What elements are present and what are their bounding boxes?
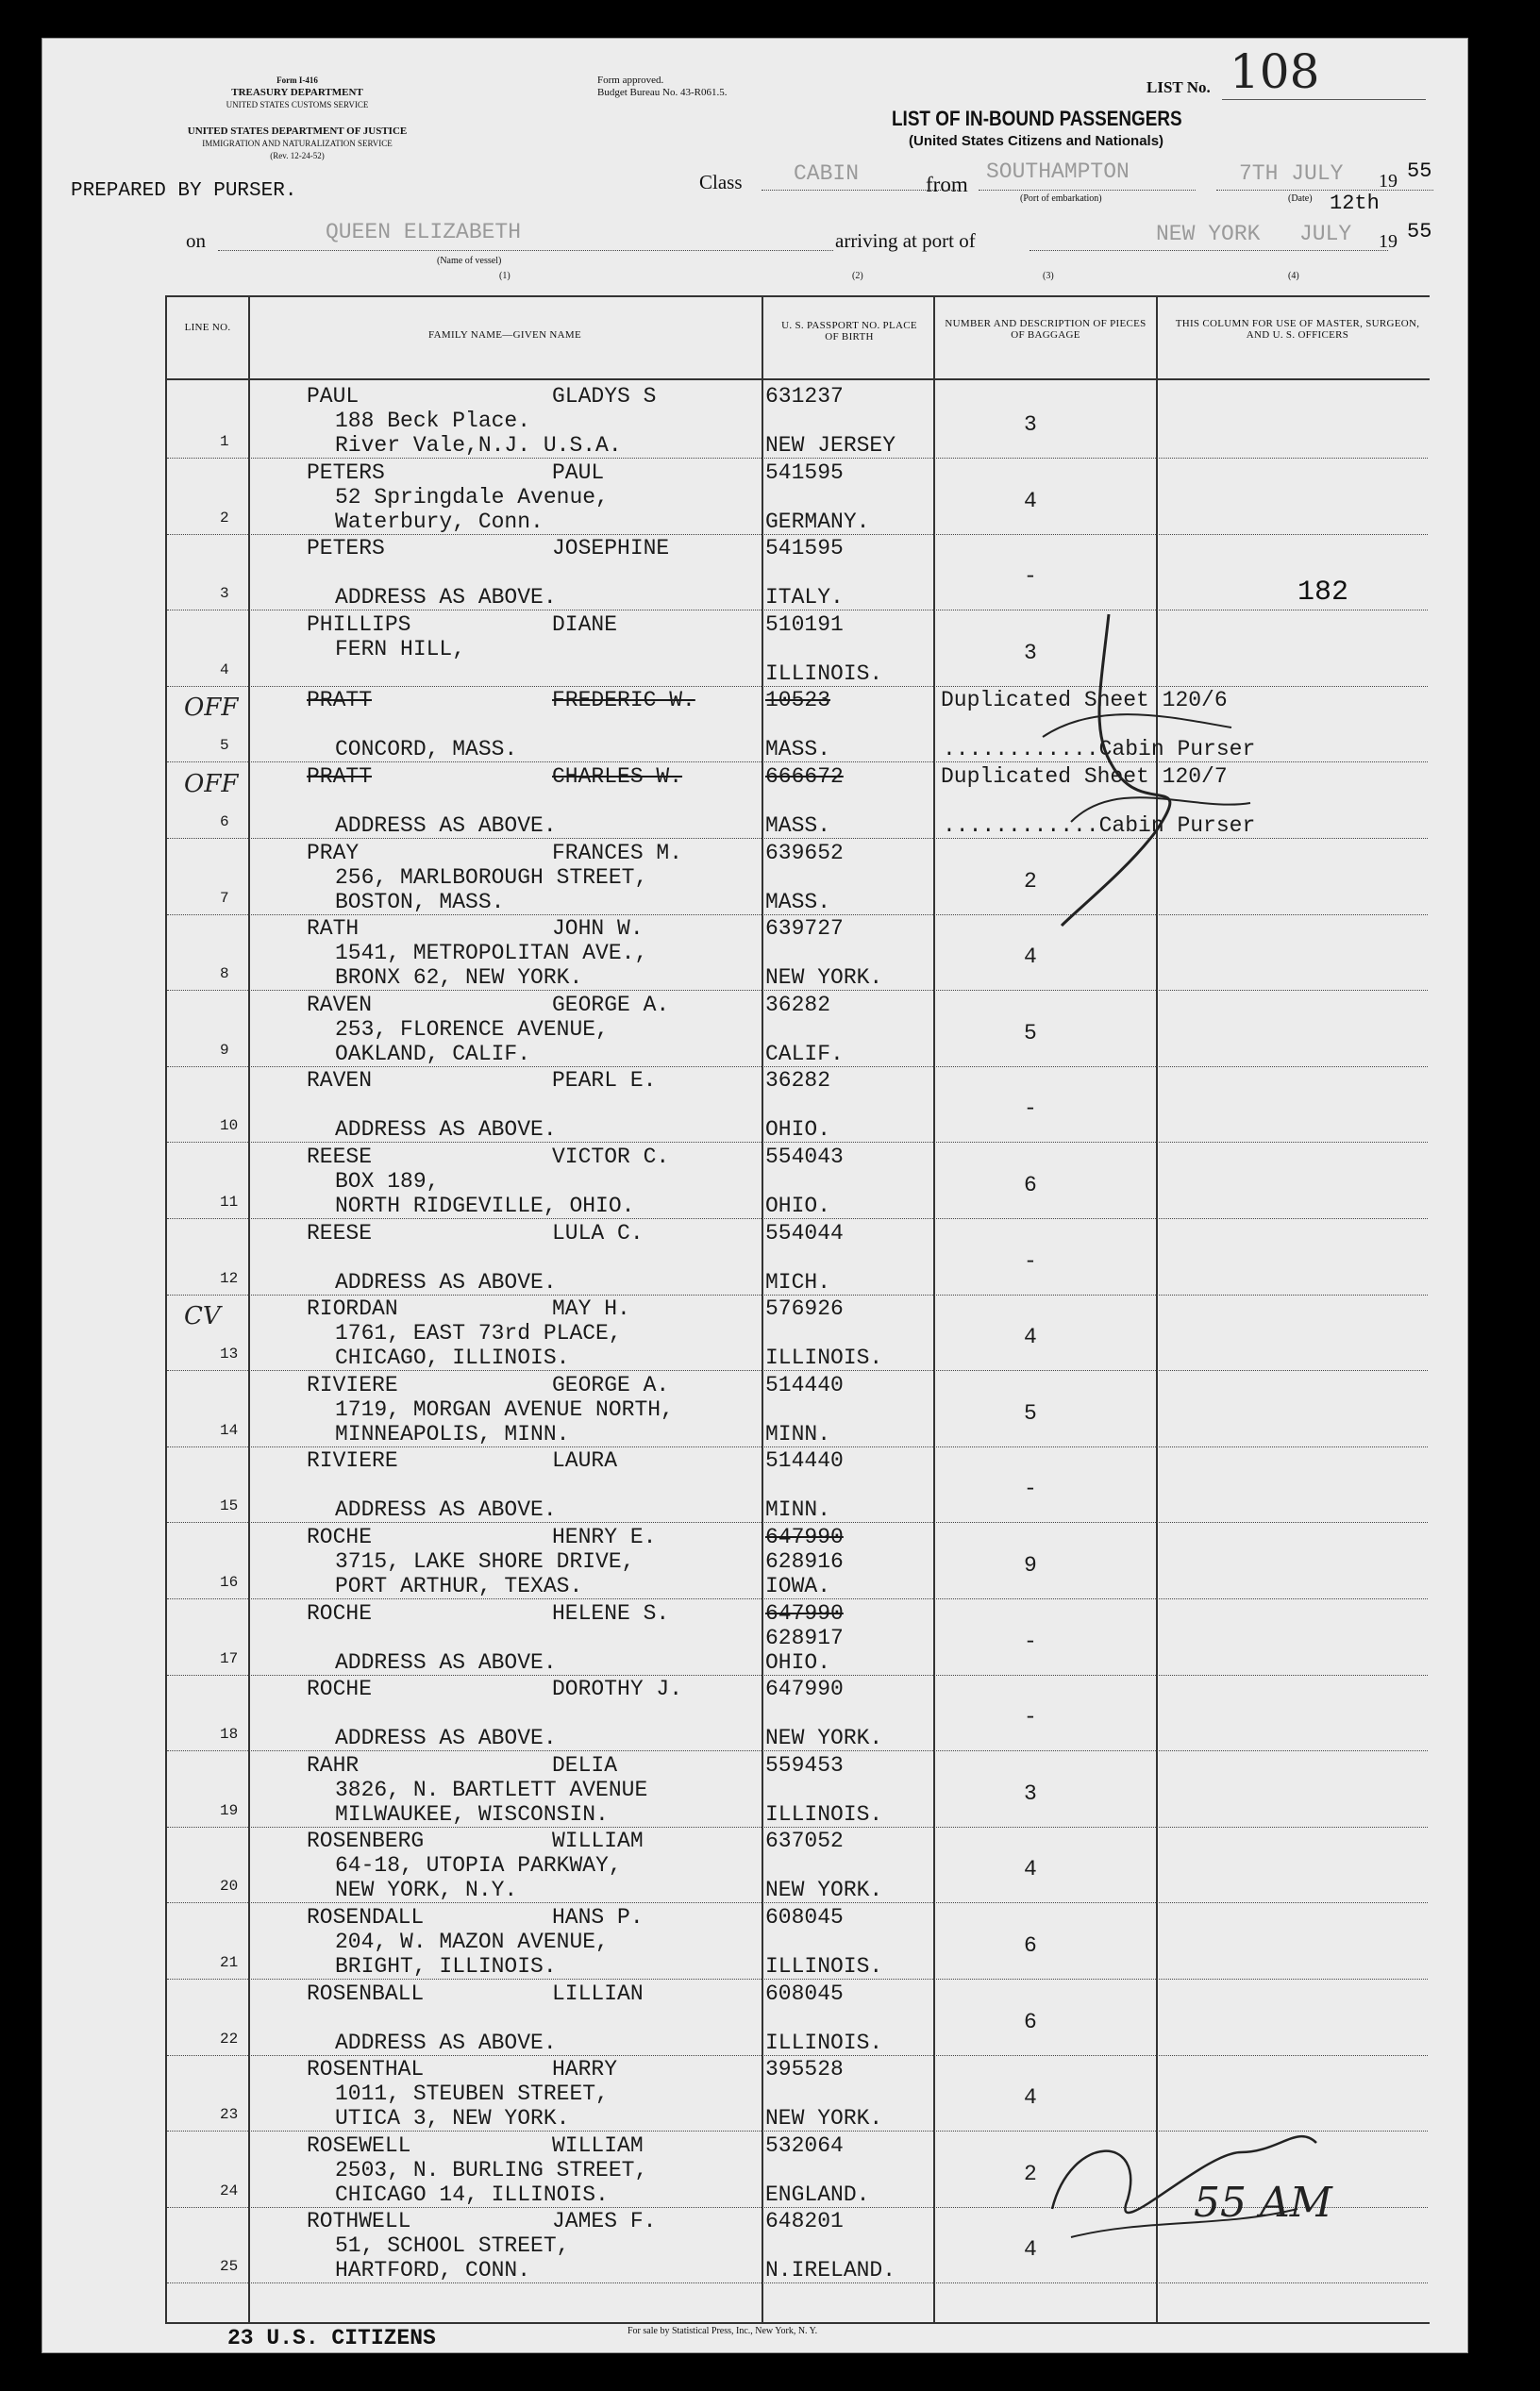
birthplace: ENGLAND. [765, 2182, 870, 2207]
family-name: RIORDAN [307, 1296, 398, 1322]
birthplace: MINN. [765, 1497, 831, 1523]
address-line-2: PORT ARTHUR, TEXAS. [335, 1574, 583, 1598]
given-name: WILLIAM [552, 1829, 644, 1854]
row-divider [167, 1370, 1428, 1371]
address-line-2: River Vale,N.J. U.S.A. [335, 433, 622, 458]
address-line-2: MILWAUKEE, WISCONSIN. [335, 1801, 609, 1827]
row-line-no: 22 [220, 2030, 239, 2048]
given-name: HELENE S. [552, 1600, 670, 1626]
family-name: RAHR [307, 1752, 360, 1778]
address-line-2: BOSTON, MASS. [335, 889, 505, 914]
row-line-no: 5 [220, 737, 229, 755]
row-divider [167, 1675, 1428, 1676]
family-name: PHILLIPS [307, 611, 411, 637]
given-name: DOROTHY J. [552, 1677, 683, 1702]
address-line-1: 253, FLORENCE AVENUE, [335, 1016, 609, 1042]
given-name: HENRY E. [552, 1525, 657, 1549]
row-line-no: 21 [220, 1954, 239, 1971]
row-line-no: 17 [220, 1649, 239, 1667]
birthplace: NEW JERSEY [765, 433, 896, 458]
birthplace: GERMANY. [765, 509, 870, 534]
approval-block [597, 75, 727, 99]
address-line-2: BRIGHT, ILLINOIS. [335, 1954, 557, 1979]
given-name: JAMES F. [552, 2209, 657, 2234]
baggage-count: - [1024, 1629, 1037, 1654]
col-num-3: (3) [1043, 271, 1054, 281]
header-name: FAMILY NAME—GIVEN NAME [428, 329, 581, 341]
margin-mark: OFF [184, 770, 239, 798]
passport-no: 510191 [765, 611, 844, 637]
address-line-1: 204, W. MAZON AVENUE, [335, 1930, 609, 1954]
baggage-count: 9 [1024, 1553, 1037, 1578]
baggage-count: 2 [1024, 868, 1037, 894]
revision-date: (Rev. 12-24-52) [270, 151, 325, 160]
passport-old: 647990 [765, 1525, 844, 1549]
family-name: PRATT [307, 764, 373, 789]
bottom-signature-text: 55 AM [1194, 2179, 1332, 2227]
given-name: WILLIAM [552, 2132, 644, 2158]
purser-note: ............Cabin Purser [943, 813, 1256, 838]
budget-bureau: Budget Bureau No. 43-R061.5. [597, 87, 728, 98]
manifest-page [42, 38, 1468, 2353]
passport-no: 608045 [765, 1905, 844, 1930]
given-name: PAUL [552, 460, 605, 485]
given-name: FREDERIC W. [552, 688, 695, 713]
given-name: MAY H. [552, 1296, 630, 1322]
arrival-port: NEW YORK [1156, 222, 1261, 246]
arrival-year-prefix: 19 [1379, 231, 1398, 252]
col-num-4: (4) [1288, 271, 1299, 281]
passport-no: 541595 [765, 536, 844, 561]
form-approved: Form approved. [597, 75, 664, 86]
header-officers: THIS COLUMN FOR USE OF MASTER, SURGEON, AND U. S. OFFICERS [1175, 318, 1420, 341]
family-name: RATH [307, 916, 360, 942]
col-num-1: (1) [499, 271, 511, 281]
row-line-no: 9 [220, 1041, 229, 1059]
citizens-total: 23 U.S. CITIZENS [227, 2326, 436, 2350]
baggage-count: 4 [1024, 945, 1037, 970]
vessel-name: QUEEN ELIZABETH [326, 220, 522, 244]
baggage-count: 4 [1024, 2085, 1037, 2111]
baggage-count: - [1024, 564, 1037, 590]
margin-mark: CV [184, 1302, 221, 1331]
birthplace: ITALY. [765, 585, 844, 610]
row-line-no: 23 [220, 2106, 239, 2124]
date-hand: 12th [1330, 192, 1380, 215]
address-line-2: ADDRESS AS ABOVE. [335, 2030, 557, 2055]
address-line-2: CHICAGO 14, ILLINOIS. [335, 2182, 609, 2207]
given-name: GEORGE A. [552, 1372, 670, 1397]
passport-no: 36282 [765, 992, 831, 1017]
header-passport: U. S. PASSPORT NO. PLACE OF BIRTH [781, 320, 917, 343]
passport-no: 628916 [765, 1549, 844, 1574]
vessel-label: (Name of vessel) [437, 256, 502, 266]
arriving-label: arriving at port of [835, 229, 976, 252]
baggage-count: - [1024, 1477, 1037, 1502]
baggage-count: - [1024, 1705, 1037, 1731]
from-port: SOUTHAMPTON [986, 159, 1130, 184]
form-number: Form I-416 [276, 75, 318, 85]
birthplace: NEW YORK. [765, 1726, 883, 1751]
family-name: PRATT [307, 688, 373, 713]
arrival-month: JULY [1299, 222, 1352, 246]
baggage-count: 2 [1024, 2161, 1037, 2186]
justice-dept: UNITED STATES DEPARTMENT OF JUSTICE [187, 125, 408, 137]
given-name: HANS P. [552, 1905, 644, 1930]
passport-no: 647990 [765, 1677, 844, 1702]
address-line-1: 1011, STEUBEN STREET, [335, 2082, 609, 2107]
row-line-no: 8 [220, 965, 229, 983]
birthplace: N.IRELAND. [765, 2258, 896, 2283]
baggage-count: - [1024, 1248, 1037, 1274]
given-name: LILLIAN [552, 1981, 644, 2006]
row-line-no: 6 [220, 813, 229, 830]
arrival-year-suffix: 55 [1407, 220, 1432, 243]
ins-service: IMMIGRATION AND NATURALIZATION SERVICE [202, 139, 393, 148]
birthplace: OHIO. [765, 1194, 831, 1218]
passport-no: 637052 [765, 1829, 844, 1854]
given-name: PEARL E. [552, 1068, 657, 1094]
family-name: RAVEN [307, 1068, 373, 1094]
family-name: PETERS [307, 460, 385, 485]
col-num-2: (2) [852, 271, 863, 281]
address-line-1: 52 Springdale Avenue, [335, 484, 609, 510]
row-line-no: 18 [220, 1726, 239, 1744]
passport-no: 532064 [765, 2132, 844, 2158]
row-divider [167, 1142, 1428, 1143]
passport-no: 554043 [765, 1145, 844, 1169]
family-name: ROSENDALL [307, 1905, 425, 1930]
passport-old: 647990 [765, 1600, 844, 1626]
baggage-count: 6 [1024, 1933, 1037, 1958]
passport-no: 639727 [765, 916, 844, 942]
port-embark-label: (Port of embarkation) [1020, 193, 1102, 204]
date-label: (Date) [1288, 193, 1313, 204]
printer-credit: For sale by Statistical Press, Inc., New York, N. Y. [628, 2326, 818, 2336]
row-line-no: 1 [220, 433, 229, 450]
passport-no: 514440 [765, 1372, 844, 1397]
address-line-2: MINNEAPOLIS, MINN. [335, 1421, 570, 1446]
birthplace: NEW YORK. [765, 965, 883, 991]
officer-number: 182 [1297, 577, 1349, 609]
given-name: HARRY [552, 2057, 618, 2082]
given-name: VICTOR C. [552, 1145, 670, 1169]
baggage-count: 4 [1024, 1857, 1037, 1882]
baggage-count: 3 [1024, 640, 1037, 665]
family-name: ROTHWELL [307, 2209, 411, 2234]
purser-signature-scribble [986, 586, 1288, 963]
address-line-1: 2503, N. BURLING STREET, [335, 2157, 648, 2182]
family-name: PRAY [307, 840, 360, 865]
margin-mark: OFF [184, 694, 239, 723]
address-line-1: 256, MARLBOROUGH STREET, [335, 864, 648, 890]
baggage-count: 4 [1024, 488, 1037, 513]
baggage-count: - [1024, 1096, 1037, 1122]
birthplace: CALIF. [765, 1041, 844, 1066]
address-line-1: 188 Beck Place. [335, 409, 531, 433]
family-name: RAVEN [307, 992, 373, 1017]
row-line-no: 25 [220, 2258, 239, 2276]
row-divider [167, 1750, 1428, 1751]
family-name: REESE [307, 1145, 373, 1169]
form-agency-block [156, 75, 439, 111]
row-divider [167, 534, 1428, 535]
address-line-2: Waterbury, Conn. [335, 509, 544, 534]
address-line-1: 1719, MORGAN AVENUE NORTH, [335, 1396, 674, 1422]
passport-no: 639652 [765, 840, 844, 865]
row-divider [167, 1446, 1428, 1447]
address-line-2: ADDRESS AS ABOVE. [335, 1269, 557, 1295]
justice-block [118, 125, 477, 162]
passport-no: 628917 [765, 1625, 844, 1650]
given-name: GLADYS S [552, 384, 657, 409]
address-line-1: BOX 189, [335, 1169, 440, 1194]
address-line-2: ADDRESS AS ABOVE. [335, 1497, 557, 1523]
row-divider [167, 1522, 1428, 1523]
address-line-2: OAKLAND, CALIF. [335, 1041, 531, 1066]
family-name: PETERS [307, 536, 385, 561]
row-line-no: 4 [220, 660, 229, 678]
list-title: LIST OF IN-BOUND PASSENGERS [892, 107, 1182, 130]
family-name: REESE [307, 1220, 373, 1246]
family-name: RIVIERE [307, 1448, 398, 1474]
passport-no: 648201 [765, 2209, 844, 2234]
row-line-no: 19 [220, 1801, 239, 1819]
birthplace: MASS. [765, 737, 831, 762]
address-line-1: FERN HILL, [335, 636, 466, 661]
baggage-count: 6 [1024, 1173, 1037, 1197]
family-name: RIVIERE [307, 1372, 398, 1397]
row-line-no: 14 [220, 1421, 239, 1439]
prepared-by: PREPARED BY PURSER. [71, 180, 297, 202]
given-name: LAURA [552, 1448, 618, 1474]
row-divider [167, 990, 1428, 991]
row-divider [167, 1218, 1428, 1219]
address-line-1: 1761, EAST 73rd PLACE, [335, 1321, 622, 1346]
birthplace: NEW YORK. [765, 2106, 883, 2132]
passport-no: 559453 [765, 1752, 844, 1778]
given-name: LULA C. [552, 1220, 644, 1246]
from-label: from [926, 173, 968, 196]
row-divider [167, 1827, 1428, 1828]
address-line-1: 3826, N. BARTLETT AVENUE [335, 1777, 648, 1802]
address-line-2: ADDRESS AS ABOVE. [335, 813, 557, 838]
header-line-no: LINE NO. [184, 322, 231, 333]
address-line-2: NORTH RIDGEVILLE, OHIO. [335, 1194, 635, 1218]
row-line-no: 15 [220, 1497, 239, 1515]
birthplace: MASS. [765, 889, 831, 914]
row-divider [167, 1902, 1428, 1903]
passport-no: 608045 [765, 1981, 844, 2006]
list-number: 108 [1230, 44, 1320, 99]
birthplace: ILLINOIS. [765, 1346, 883, 1371]
address-line-2: ADDRESS AS ABOVE. [335, 1117, 557, 1143]
row-line-no: 12 [220, 1269, 239, 1287]
family-name: ROSENBALL [307, 1981, 425, 2006]
birthplace: NEW YORK. [765, 1878, 883, 1903]
row-line-no: 11 [220, 1194, 239, 1211]
family-name: ROCHE [307, 1677, 373, 1702]
family-name: PAUL [307, 384, 360, 409]
address-line-1: 3715, LAKE SHORE DRIVE, [335, 1549, 635, 1574]
address-line-2: BRONX 62, NEW YORK. [335, 965, 583, 991]
address-line-1: 1541, METROPOLITAN AVE., [335, 941, 648, 966]
address-line-2: NEW YORK, N.Y. [335, 1878, 518, 1903]
address-line-2: CONCORD, MASS. [335, 737, 518, 762]
baggage-count: 4 [1024, 2237, 1037, 2263]
birthplace: MASS. [765, 813, 831, 838]
address-line-1: 51, SCHOOL STREET, [335, 2233, 570, 2259]
row-line-no: 13 [220, 1346, 239, 1363]
row-divider [167, 1598, 1428, 1599]
address-line-2: CHICAGO, ILLINOIS. [335, 1346, 570, 1371]
baggage-count: 5 [1024, 1400, 1037, 1426]
given-name: JOSEPHINE [552, 536, 670, 561]
year-prefix: 19 [1379, 171, 1398, 192]
given-name: DIANE [552, 611, 618, 637]
class-value: CABIN [794, 161, 860, 186]
baggage-count: 3 [1024, 1781, 1037, 1806]
passport-no: 36282 [765, 1068, 831, 1094]
purser-note: ............Cabin Purser [943, 737, 1256, 762]
row-line-no: 10 [220, 1117, 239, 1135]
list-subtitle: (United States Citizens and Nationals) [909, 133, 1164, 149]
given-name: DELIA [552, 1752, 618, 1778]
header-baggage: NUMBER AND DESCRIPTION OF PIECES OF BAGGAGE [945, 318, 1147, 341]
birthplace: MICH. [765, 1269, 831, 1295]
row-line-no: 2 [220, 509, 229, 527]
class-label: Class [699, 171, 743, 193]
passport-no: 631237 [765, 384, 844, 409]
row-line-no: 16 [220, 1574, 239, 1591]
row-divider [167, 1979, 1428, 1980]
row-divider [167, 1295, 1428, 1296]
passport-no: 395528 [765, 2057, 844, 2082]
row-line-no: 3 [220, 585, 229, 603]
passport-no: 576926 [765, 1296, 844, 1322]
birthplace: ILLINOIS. [765, 2030, 883, 2055]
on-label: on [186, 229, 206, 252]
given-name: FRANCES M. [552, 840, 683, 865]
family-name: ROSENTHAL [307, 2057, 425, 2082]
row-divider [167, 458, 1428, 459]
customs-service: UNITED STATES CUSTOMS SERVICE [226, 100, 369, 109]
birthplace: MINN. [765, 1421, 831, 1446]
family-name: ROSENBERG [307, 1829, 425, 1854]
given-name: GEORGE A. [552, 992, 670, 1017]
baggage-count: 3 [1024, 412, 1037, 437]
birthplace: ILLINOIS. [765, 1801, 883, 1827]
birthplace: OHIO. [765, 1649, 831, 1675]
baggage-count: 5 [1024, 1020, 1037, 1045]
given-name: JOHN W. [552, 916, 644, 942]
family-name: ROCHE [307, 1600, 373, 1626]
given-name: CHARLES W. [552, 764, 683, 789]
row-line-no: 24 [220, 2182, 239, 2199]
baggage-count: 4 [1024, 1325, 1037, 1350]
address-line-2: ADDRESS AS ABOVE. [335, 1726, 557, 1751]
birthplace: ILLINOIS. [765, 660, 883, 686]
list-number-label: LIST No. [1147, 78, 1211, 96]
passport-no: 554044 [765, 1220, 844, 1246]
row-line-no: 7 [220, 889, 229, 907]
address-line-1: 64-18, UTOPIA PARKWAY, [335, 1853, 622, 1879]
baggage-count: 6 [1024, 2009, 1037, 2034]
row-divider [167, 2282, 1428, 2283]
address-line-2: UTICA 3, NEW YORK. [335, 2106, 570, 2132]
passport-no: 541595 [765, 460, 844, 485]
family-name: ROCHE [307, 1525, 373, 1549]
treasury-dept: TREASURY DEPARTMENT [231, 87, 363, 98]
address-line-2: ADDRESS AS ABOVE. [335, 1649, 557, 1675]
row-divider [167, 2055, 1428, 2056]
family-name: ROSEWELL [307, 2132, 411, 2158]
birthplace: IOWA. [765, 1574, 831, 1598]
address-line-2: ADDRESS AS ABOVE. [335, 585, 557, 610]
row-divider [167, 1066, 1428, 1067]
duplicate-note: Duplicated Sheet 120/7 [941, 764, 1228, 789]
passport-no: 10523 [765, 688, 831, 713]
birthplace: ILLINOIS. [765, 1954, 883, 1979]
year-suffix: 55 [1407, 159, 1432, 183]
departure-date: 7TH JULY [1239, 161, 1344, 186]
birthplace: OHIO. [765, 1117, 831, 1143]
address-line-2: HARTFORD, CONN. [335, 2258, 531, 2283]
passport-no: 514440 [765, 1448, 844, 1474]
row-line-no: 20 [220, 1878, 239, 1896]
passport-no: 666672 [765, 764, 844, 789]
duplicate-note: Duplicated Sheet 120/6 [941, 688, 1228, 713]
